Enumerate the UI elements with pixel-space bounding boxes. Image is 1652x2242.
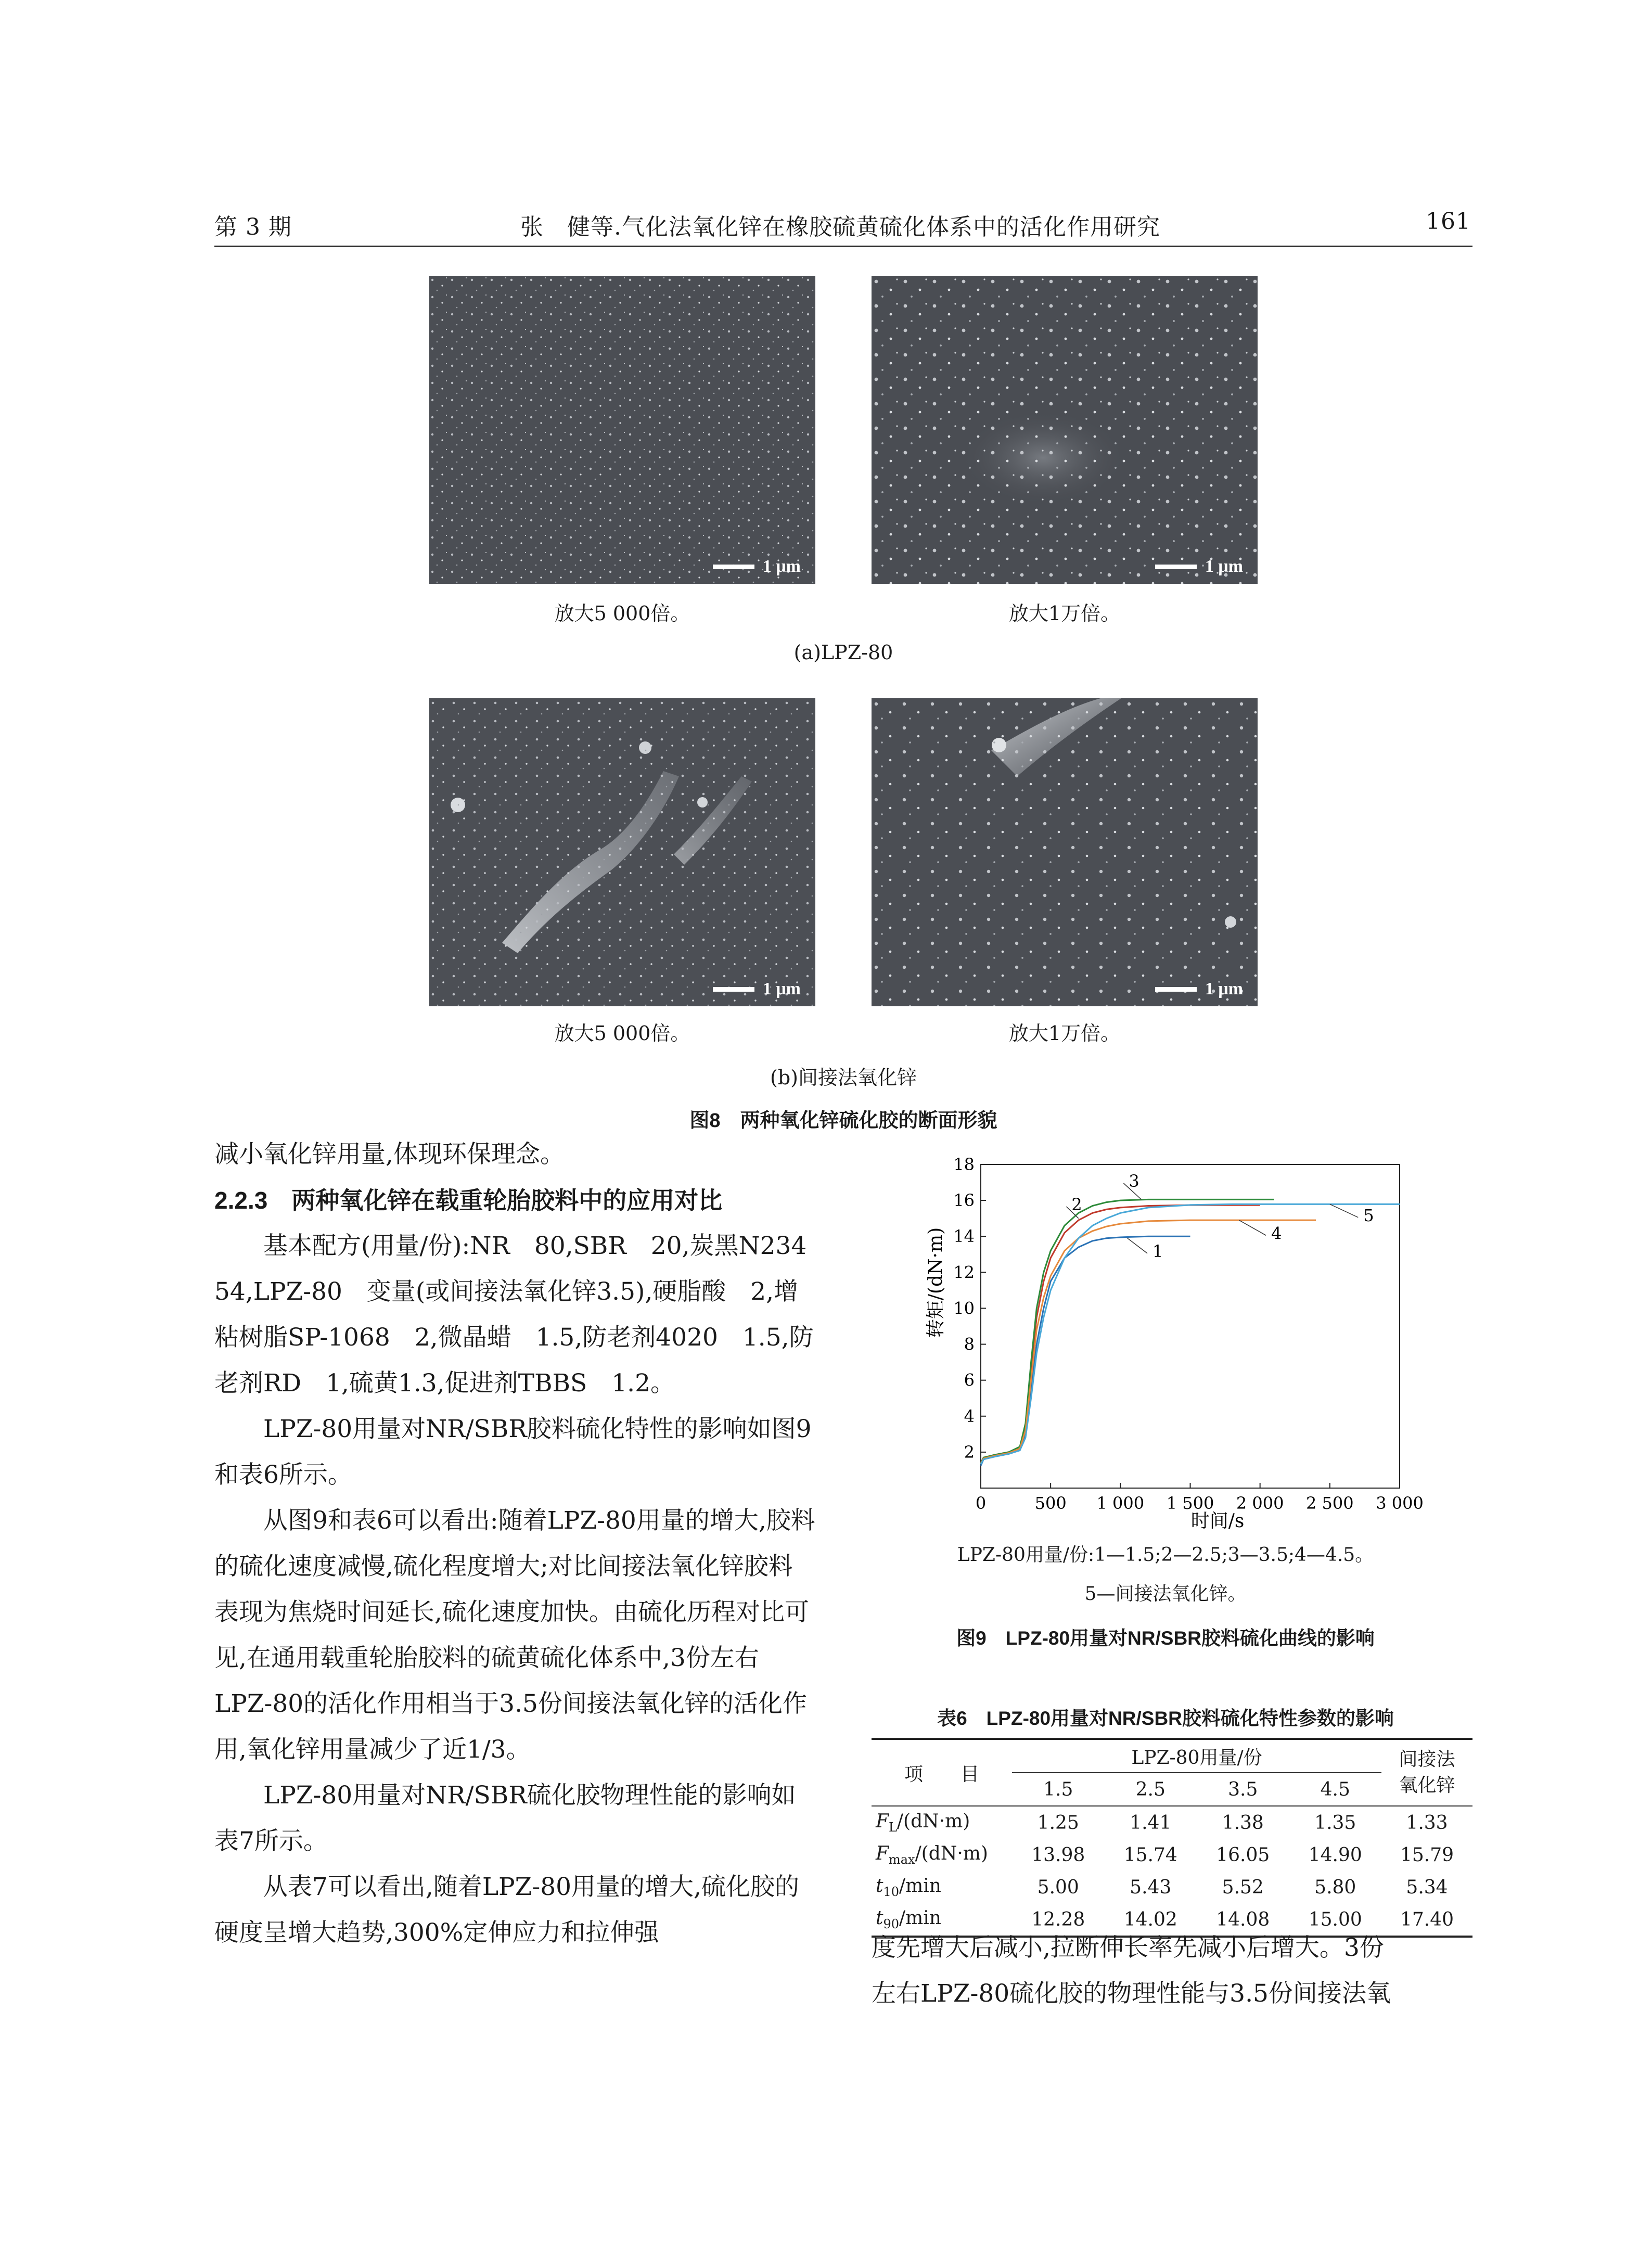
text-line: 度先增大后减小,拉断伸长率先减小后增大。3份 bbox=[872, 1933, 1384, 1962]
table-cell: 1.35 bbox=[1314, 1812, 1356, 1834]
sem-image-b-10000x bbox=[872, 698, 1258, 1006]
x-tick-label: 0 bbox=[975, 1493, 987, 1513]
x-tick-label: 1 500 bbox=[1166, 1493, 1214, 1513]
table-cell: 17.40 bbox=[1400, 1908, 1454, 1930]
left-column bbox=[214, 1132, 831, 1956]
table-cell: 13.98 bbox=[1031, 1844, 1085, 1866]
series-label-1: 1 bbox=[1152, 1241, 1163, 1261]
y-tick-label: 4 bbox=[964, 1406, 975, 1426]
y-tick-label: 8 bbox=[964, 1334, 975, 1354]
x-tick-label: 3 000 bbox=[1376, 1493, 1424, 1513]
y-tick-label: 12 bbox=[953, 1262, 975, 1283]
series-label-2: 2 bbox=[1071, 1195, 1082, 1215]
scale-bar: 1 μm bbox=[1155, 979, 1243, 999]
scale-bar: 1 μm bbox=[713, 557, 801, 576]
table-cell: 15.74 bbox=[1123, 1844, 1177, 1866]
y-tick-label: 6 bbox=[964, 1370, 975, 1390]
paragraph-intro-table7: LPZ-80用量对NR/SBR硫化胶物理性能的影响如表7所示。 bbox=[214, 1781, 796, 1855]
table-cell: 1.25 bbox=[1037, 1812, 1079, 1834]
header-title: 张 健等.气化法氧化锌在橡胶硫黄硫化体系中的活化作用研究 bbox=[520, 214, 1160, 240]
caption-a-left: 放大5 000倍。 bbox=[554, 602, 690, 625]
series-line-5 bbox=[981, 1204, 1400, 1464]
chart-series bbox=[981, 1199, 1400, 1465]
sem-image-b-5000x bbox=[429, 698, 815, 1006]
y-tick-label: 2 bbox=[964, 1442, 975, 1462]
y-tick-label: 16 bbox=[953, 1190, 975, 1211]
header-page-number: 161 bbox=[1426, 208, 1471, 235]
figure-9-legend-line1: LPZ-80用量/份:1—1.5;2—2.5;3—3.5;4—4.5。 bbox=[957, 1544, 1374, 1566]
caption-b-right: 放大1万倍。 bbox=[1008, 1022, 1121, 1045]
table-6 bbox=[872, 1738, 1472, 1938]
series-line-4 bbox=[981, 1220, 1316, 1464]
sem-image-a-5000x bbox=[429, 276, 815, 584]
y-tick-label: 18 bbox=[953, 1155, 975, 1174]
series-leader-5 bbox=[1330, 1204, 1358, 1217]
table-cell: 5.43 bbox=[1130, 1876, 1172, 1898]
y-axis-label: 转矩/(dN·m) bbox=[925, 1227, 946, 1338]
scale-bar: 1 μm bbox=[713, 979, 801, 999]
table-cell: 5.52 bbox=[1222, 1876, 1264, 1898]
col-header-indirect: 间接法 氧化锌 bbox=[1381, 1739, 1472, 1806]
x-axis-label: 时间/s bbox=[1190, 1510, 1245, 1532]
table-cell: 15.00 bbox=[1308, 1908, 1362, 1930]
table-cell: 1.41 bbox=[1130, 1812, 1172, 1834]
row-label: $F_{max}/(dN\cdot m)$ bbox=[876, 1842, 988, 1867]
col-header-level: 1.5 bbox=[1012, 1773, 1105, 1806]
table-cell: 5.34 bbox=[1406, 1876, 1448, 1898]
table-cell: 14.08 bbox=[1216, 1908, 1270, 1930]
paragraph-table7-discussion: 从表7可以看出,随着LPZ-80用量的增大,硫化胶的硬度呈增大趋势,300%定伸应力和拉伸强 bbox=[214, 1873, 799, 1947]
col-header-level: 4.5 bbox=[1289, 1773, 1382, 1806]
row-label: $t_{10}/\min$ bbox=[876, 1875, 941, 1900]
table-cell: 1.38 bbox=[1222, 1812, 1264, 1834]
table-cell: 14.90 bbox=[1308, 1844, 1362, 1866]
table-cell: 5.80 bbox=[1314, 1876, 1356, 1898]
row-label: $F_L/(dN\cdot m)$ bbox=[876, 1810, 970, 1835]
table-row bbox=[872, 1839, 1472, 1871]
row-label: $t_{90}/\min$ bbox=[876, 1907, 941, 1932]
series-label-4: 4 bbox=[1271, 1223, 1282, 1244]
right-column bbox=[872, 1925, 1475, 2017]
scale-bar: 1 μm bbox=[1155, 557, 1243, 576]
table-cell: 1.33 bbox=[1406, 1812, 1448, 1834]
x-tick-label: 500 bbox=[1034, 1493, 1067, 1513]
col-header-group: LPZ-80用量/份 bbox=[1012, 1739, 1381, 1773]
series-line-1 bbox=[981, 1236, 1190, 1466]
x-tick-label: 1 000 bbox=[1096, 1493, 1145, 1513]
table-cell: 15.79 bbox=[1400, 1844, 1454, 1866]
subfigure-label-a: (a)LPZ-80 bbox=[793, 641, 893, 664]
figure-9-chart bbox=[879, 1145, 1452, 1540]
caption-a-right: 放大1万倍。 bbox=[1008, 602, 1121, 625]
x-tick-label: 2 500 bbox=[1306, 1493, 1354, 1513]
y-tick-label: 14 bbox=[953, 1226, 975, 1247]
table-row bbox=[872, 1871, 1472, 1903]
series-label-5: 5 bbox=[1363, 1205, 1374, 1225]
paragraph-discussion: 从图9和表6可以看出:随着LPZ-80用量的增大,胶料的硫化速度减慢,硫化程度增大;对比间接法氧化锌胶料表现为焦烧时间延长,硫化速度加快。由硫化历程对比可见,在通用载重轮胎胶料的硫黄硫化体系中,3份左右LPZ-80的活化作用相当于3.5份间接法氧化锌的活化作用,氧化锌用量减少了近1/3。 bbox=[214, 1506, 815, 1764]
col-header-level: 3.5 bbox=[1197, 1773, 1289, 1806]
series-line-2 bbox=[981, 1205, 1260, 1463]
chart-ticks bbox=[953, 1155, 1424, 1513]
header-issue: 第 3 期 bbox=[214, 214, 292, 240]
paragraph-continued: 减小氧化锌用量,体现环保理念。 bbox=[214, 1140, 565, 1169]
sem-image-a-10000x bbox=[872, 276, 1258, 584]
table-6-title: 表6 LPZ-80用量对NR/SBR胶料硫化特性参数的影响 bbox=[937, 1708, 1394, 1729]
table-cell: 16.05 bbox=[1216, 1844, 1270, 1866]
chart-axes bbox=[981, 1164, 1400, 1488]
paragraph-formula: 基本配方(用量/份):NR 80,SBR 20,炭黑N234 54,LPZ-80 变量(或间接法氧化锌3.5),硬脂酸 2,增粘树脂SP-1068 2,微晶蜡 1.5,防老剂4020 1.5,防老剂RD 1,硫黄1.3,促进剂TBBS 1.2。 bbox=[214, 1232, 831, 1398]
table-cell: 14.02 bbox=[1123, 1908, 1177, 1930]
figure-8-caption: 图8 两种氧化锌硫化胶的断面形貌 bbox=[689, 1110, 997, 1132]
table-cell: 5.00 bbox=[1037, 1876, 1079, 1898]
header-rule bbox=[214, 246, 1472, 247]
col-header-item: 项 目 bbox=[872, 1739, 1012, 1806]
table-row bbox=[872, 1806, 1472, 1839]
section-heading: 2.2.3 两种氧化锌在载重轮胎胶料中的应用对比 bbox=[214, 1187, 723, 1214]
series-label-3: 3 bbox=[1129, 1171, 1139, 1192]
paragraph-intro-fig9: LPZ-80用量对NR/SBR胶料硫化特性的影响如图9和表6所示。 bbox=[214, 1415, 812, 1489]
y-tick-label: 10 bbox=[953, 1298, 975, 1318]
plot-frame bbox=[981, 1164, 1400, 1488]
caption-b-left: 放大5 000倍。 bbox=[554, 1022, 690, 1045]
x-tick-label: 2 000 bbox=[1236, 1493, 1284, 1513]
col-header-level: 2.5 bbox=[1105, 1773, 1197, 1806]
series-line-3 bbox=[981, 1199, 1274, 1463]
text-line: 左右LPZ-80硫化胶的物理性能与3.5份间接法氧 bbox=[872, 1979, 1391, 2008]
figure-9-legend-line2: 5—间接法氧化锌。 bbox=[1084, 1583, 1247, 1605]
series-leader-1 bbox=[1128, 1238, 1147, 1253]
subfigure-label-b: (b)间接法氧化锌 bbox=[770, 1066, 917, 1089]
series-leader-4 bbox=[1239, 1220, 1266, 1235]
figure-9-caption: 图9 LPZ-80用量对NR/SBR胶料硫化曲线的影响 bbox=[956, 1628, 1375, 1649]
table-cell: 12.28 bbox=[1031, 1908, 1085, 1930]
